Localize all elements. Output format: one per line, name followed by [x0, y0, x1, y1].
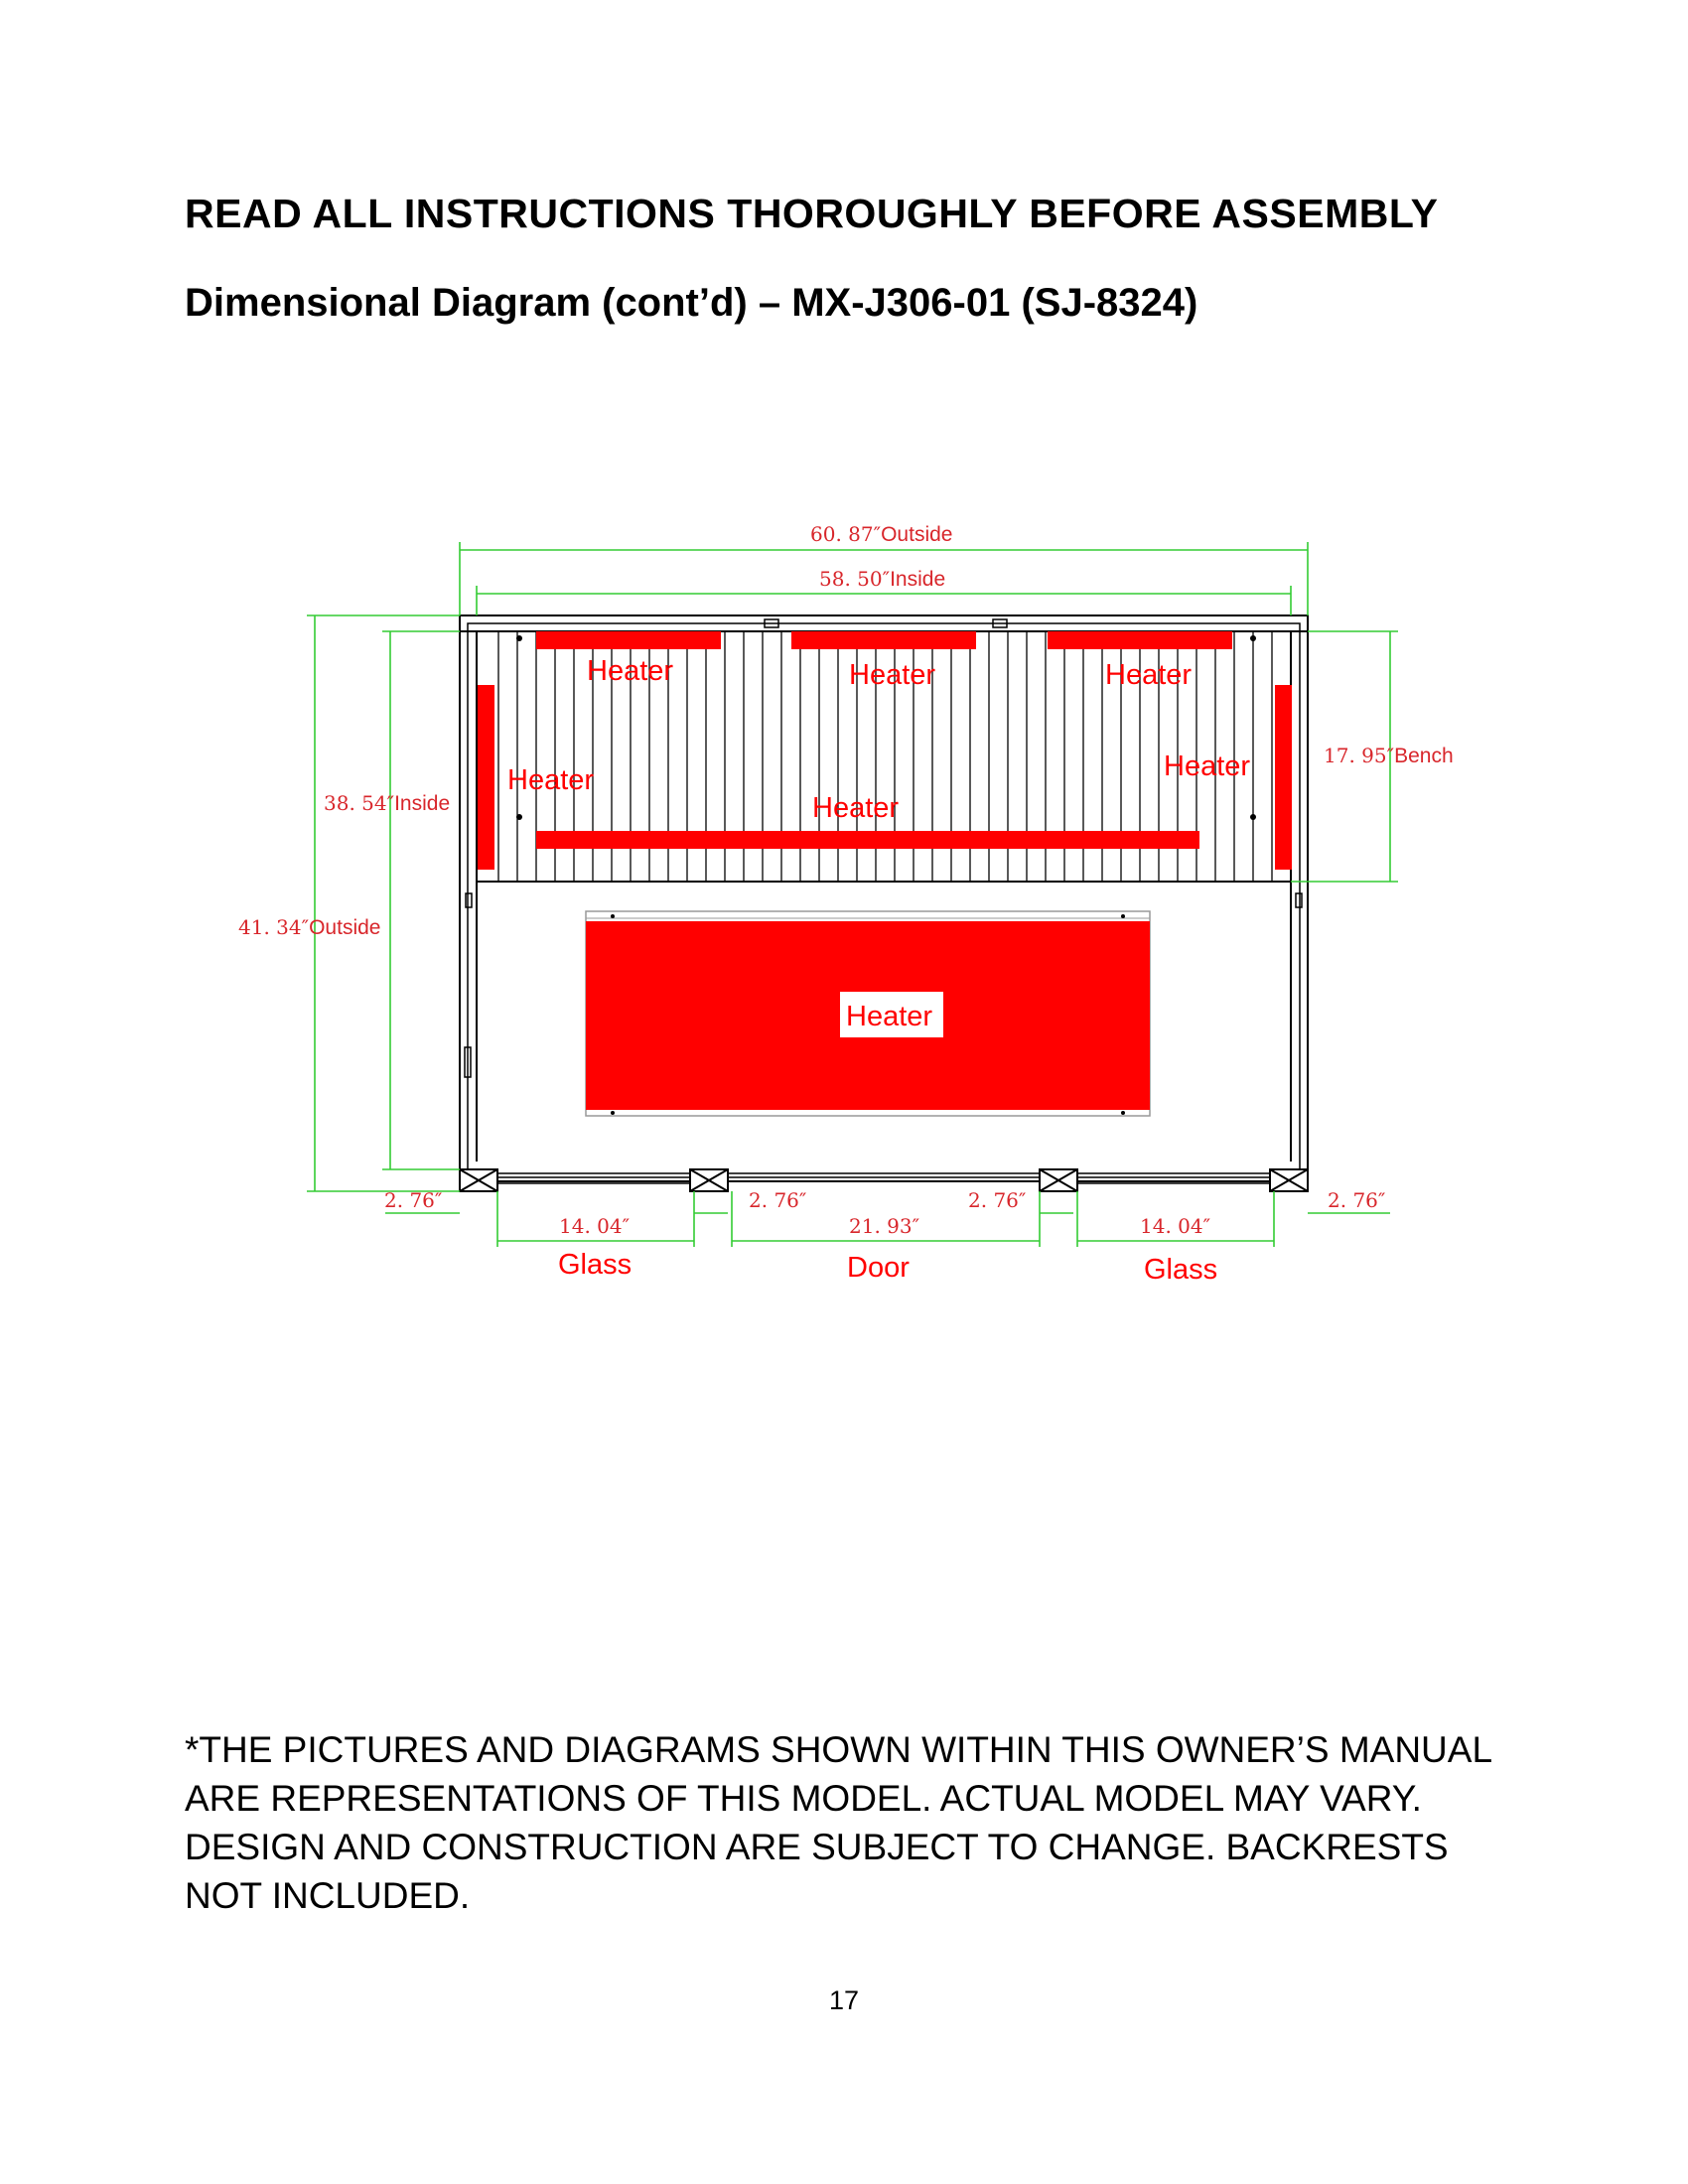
- heater-label-bench-front: Heater: [812, 792, 900, 824]
- page-number: 17: [828, 1985, 860, 2015]
- dim-glass-right: 14. 04″: [1140, 1214, 1211, 1238]
- heater-back-center: [791, 631, 976, 649]
- dim-width-outside: 60. 87″Outside: [810, 522, 953, 546]
- heater-label-back-right: Heater: [1105, 659, 1193, 691]
- dim-glass-left: 14. 04″: [559, 1214, 631, 1238]
- dim-depth-inside: 38. 54″Inside: [324, 791, 451, 815]
- dim-depth-outside: 41. 34″Outside: [238, 915, 381, 939]
- dim-post-left: 2. 76″: [384, 1188, 443, 1212]
- heater-bench-front: [536, 831, 1199, 849]
- heater-label-floor: Heater: [846, 1001, 933, 1032]
- heater-label-back-center: Heater: [849, 659, 936, 691]
- dim-width-inside: 58. 50″Inside: [819, 567, 946, 591]
- heater-side-left: [478, 685, 494, 870]
- dim-post-right: 2. 76″: [1328, 1188, 1386, 1212]
- diagram-title: Dimensional Diagram (cont’d) – MX-J306-01 (SJ-8324): [185, 281, 1198, 325]
- dim-door: 21. 93″: [849, 1214, 920, 1238]
- disclaimer-notice: *THE PICTURES AND DIAGRAMS SHOWN WITHIN THIS OWNER’S MANUAL ARE REPRESENTATIONS OF THIS MODEL. ACTUAL MODEL MAY VARY. DESIGN AND CONSTRUCTION ARE SUBJECT TO CHANGE. BACKRESTS NOT INCLUDED.: [185, 1729, 1491, 1916]
- dim-post-mid-right: 2. 76″: [968, 1188, 1027, 1212]
- heater-label-side-left: Heater: [507, 764, 595, 796]
- heater-label-back-left: Heater: [587, 655, 674, 687]
- dim-bench: 17. 95″Bench: [1324, 744, 1454, 767]
- heater-label-side-right: Heater: [1164, 751, 1251, 782]
- label-door: Door: [847, 1252, 910, 1284]
- heater-side-right: [1275, 685, 1292, 870]
- page-heading: READ ALL INSTRUCTIONS THOROUGHLY BEFORE ASSEMBLY: [185, 191, 1439, 236]
- label-glass-left: Glass: [558, 1249, 633, 1281]
- heater-back-left: [536, 631, 721, 649]
- label-glass-right: Glass: [1144, 1254, 1218, 1286]
- dim-post-mid-left: 2. 76″: [749, 1188, 807, 1212]
- heater-back-right: [1048, 631, 1232, 649]
